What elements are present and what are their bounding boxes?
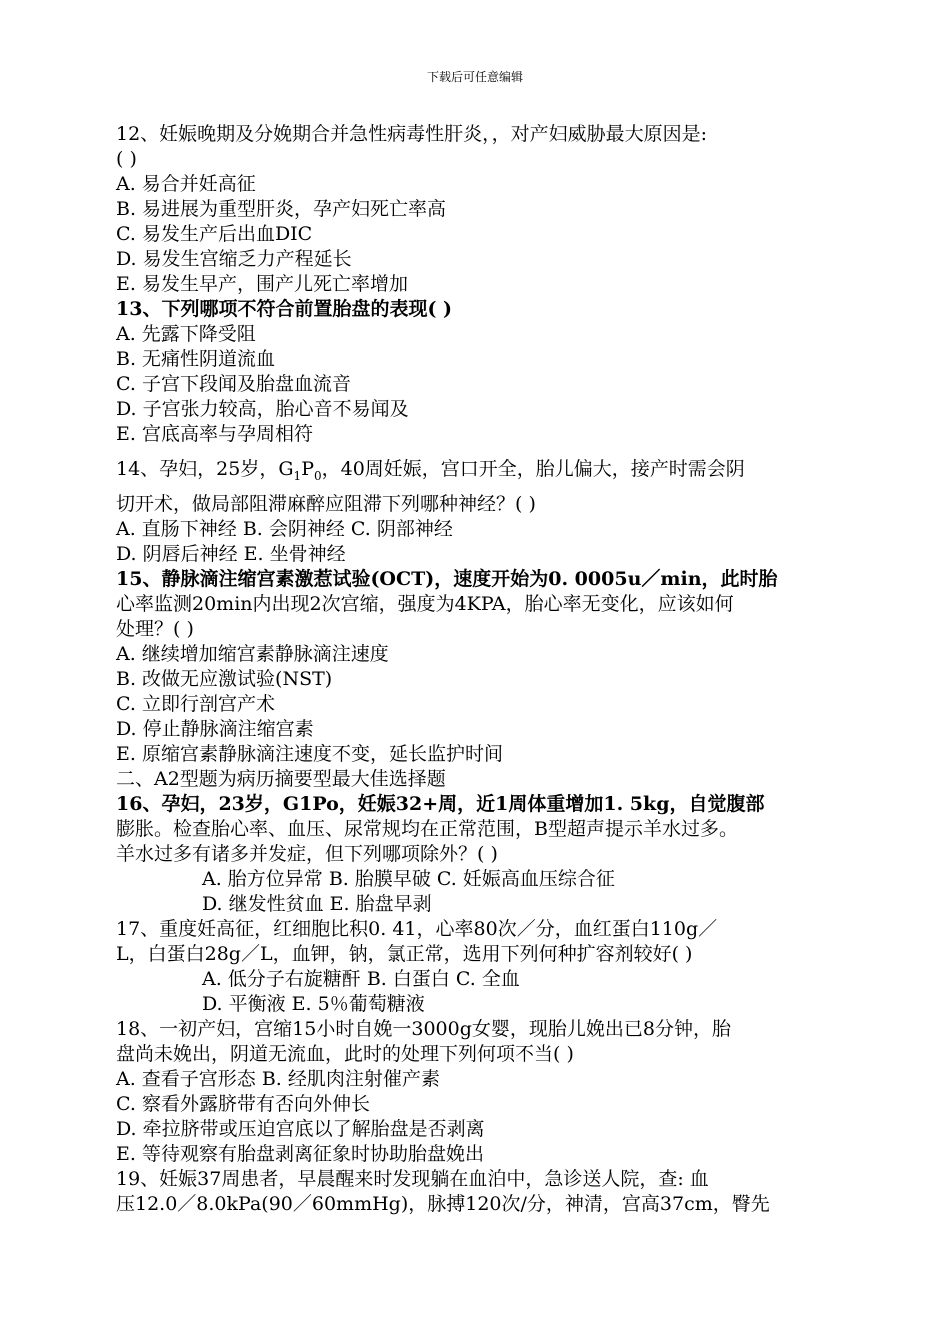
question-18-stem-line-2: 盘尚未娩出，阴道无流血，此时的处理下列何项不当( ) xyxy=(116,1043,574,1065)
page-header: 下载后可任意编辑 xyxy=(426,70,523,84)
question-13-option-d: D. 子宫张力较高，胎心音不易闻及 xyxy=(116,398,409,420)
question-13-option-b: B. 无痛性阴道流血 xyxy=(116,348,276,370)
question-18-option-d: D. 牵拉脐带或压迫宫底以了解胎盘是否剥离 xyxy=(116,1118,485,1140)
question-19-stem-line-2: 压12.0／8.0kPa(90／60mmHg)，脉搏120次/分，神清，宫高37cm，臀先 xyxy=(116,1193,770,1215)
question-13-stem: 13、下列哪项不符合前置胎盘的表现( ) xyxy=(116,298,453,320)
question-19-stem-line-1: 19、妊娠37周患者，早晨醒来时发现躺在血泊中，急诊送人院，查: 血 xyxy=(116,1168,709,1190)
question-14-stem-line-2: 切开术，做局部阻滞麻醉应阻滞下列哪种神经？( ) xyxy=(116,493,536,515)
question-15-option-d: D. 停止静脉滴注缩宫素 xyxy=(116,718,314,740)
question-13-option-e: E. 宫底高率与孕周相符 xyxy=(116,423,313,445)
question-14-sub-1: 1 xyxy=(293,468,302,483)
question-17-options-de: D. 平衡液 E. 5％葡萄糖液 xyxy=(202,993,425,1015)
question-12-option-d: D. 易发生宫缩乏力产程延长 xyxy=(116,248,352,270)
question-15-stem-line-1: 15、静脉滴注缩宫素激惹试验(OCT)，速度开始为0. 0005u／min，此时胎 xyxy=(116,568,778,590)
question-12-option-a: A. 易合并妊高征 xyxy=(116,173,256,195)
document-body xyxy=(116,122,846,1217)
question-14-text-a: 14、孕妇，25岁，G xyxy=(116,458,294,480)
question-12-option-e: E. 易发生早产，围产儿死亡率增加 xyxy=(116,273,408,295)
question-16-stem-line-2: 膨胀。检查胎心率、血压、尿常规均在正常范围，B型超声提示羊水过多。 xyxy=(116,818,738,840)
question-13-option-c: C. 子宫下段闻及胎盘血流音 xyxy=(116,373,351,395)
question-18-option-c: C. 察看外露脐带有否向外伸长 xyxy=(116,1093,370,1115)
question-17-stem-line-2: L，白蛋白28g／L，血钾，钠，氯正常，选用下列何种扩容剂较好( ) xyxy=(116,943,693,965)
question-14-stem-line-1 xyxy=(116,457,846,482)
question-15-option-c: C. 立即行剖宫产术 xyxy=(116,693,275,715)
question-14-text-b: P xyxy=(301,458,314,480)
question-15-option-e: E. 原缩宫素静脉滴注速度不变，延长监护时间 xyxy=(116,743,503,765)
question-12-stem: 12、妊娠晚期及分娩期合并急性病毒性肝炎，，对产妇威胁最大原因是: xyxy=(116,123,708,145)
question-15-option-a: A. 继续增加缩宫素静脉滴注速度 xyxy=(116,643,389,665)
question-15-option-b: B. 改做无应激试验(NST) xyxy=(116,668,333,690)
question-18-option-e: E. 等待观察有胎盘剥离征象时协助胎盘娩出 xyxy=(116,1143,484,1165)
section-heading: 二、A2型题为病历摘要型最大佳选择题 xyxy=(116,768,446,790)
question-12-option-c: C. 易发生产后出血DIC xyxy=(116,223,313,245)
question-16-stem-line-3: 羊水过多有诸多并发症，但下列哪项除外？( ) xyxy=(116,843,498,865)
question-15-stem-line-3: 处理？( ) xyxy=(116,618,194,640)
question-18-stem-line-1: 18、一初产妇，宫缩15小时自娩一3000g女婴，现胎儿娩出已8分钟，胎 xyxy=(116,1018,731,1040)
question-17-options-abc: A. 低分子右旋糖酐 B. 白蛋白 C. 全血 xyxy=(202,968,520,990)
question-13-option-a: A. 先露下降受阻 xyxy=(116,323,256,345)
question-16-options-de: D. 继发性贫血 E. 胎盘早剥 xyxy=(202,893,432,915)
question-16-stem-line-1: 16、孕妇，23岁，G1Po，妊娠32+周，近1周体重增加1. 5kg，自觉腹部 xyxy=(116,793,765,815)
question-14-sub-2: 0 xyxy=(313,468,322,483)
question-12-blank: ( ) xyxy=(116,148,137,170)
question-12-option-b: B. 易进展为重型肝炎，孕产妇死亡率高 xyxy=(116,198,447,220)
question-14-text-c: ，40周妊娠，宫口开全，胎儿偏大，接产时需会阴 xyxy=(321,458,745,480)
question-14-options-de: D. 阴唇后神经 E. 坐骨神经 xyxy=(116,543,346,565)
question-18-options-ab: A. 查看子宫形态 B. 经肌肉注射催产素 xyxy=(116,1068,440,1090)
question-17-stem-line-1: 17、重度妊高征，红细胞比积0. 41，心率80次／分，血红蛋白110g／ xyxy=(116,918,718,940)
question-14-options-abc: A. 直肠下神经 B. 会阴神经 C. 阴部神经 xyxy=(116,518,453,540)
question-16-options-abc: A. 胎方位异常 B. 胎膜早破 C. 妊娠高血压综合征 xyxy=(202,868,615,890)
question-15-stem-line-2: 心率监测20min内出现2次宫缩，强度为4KPA，胎心率无变化，应该如何 xyxy=(116,593,734,615)
